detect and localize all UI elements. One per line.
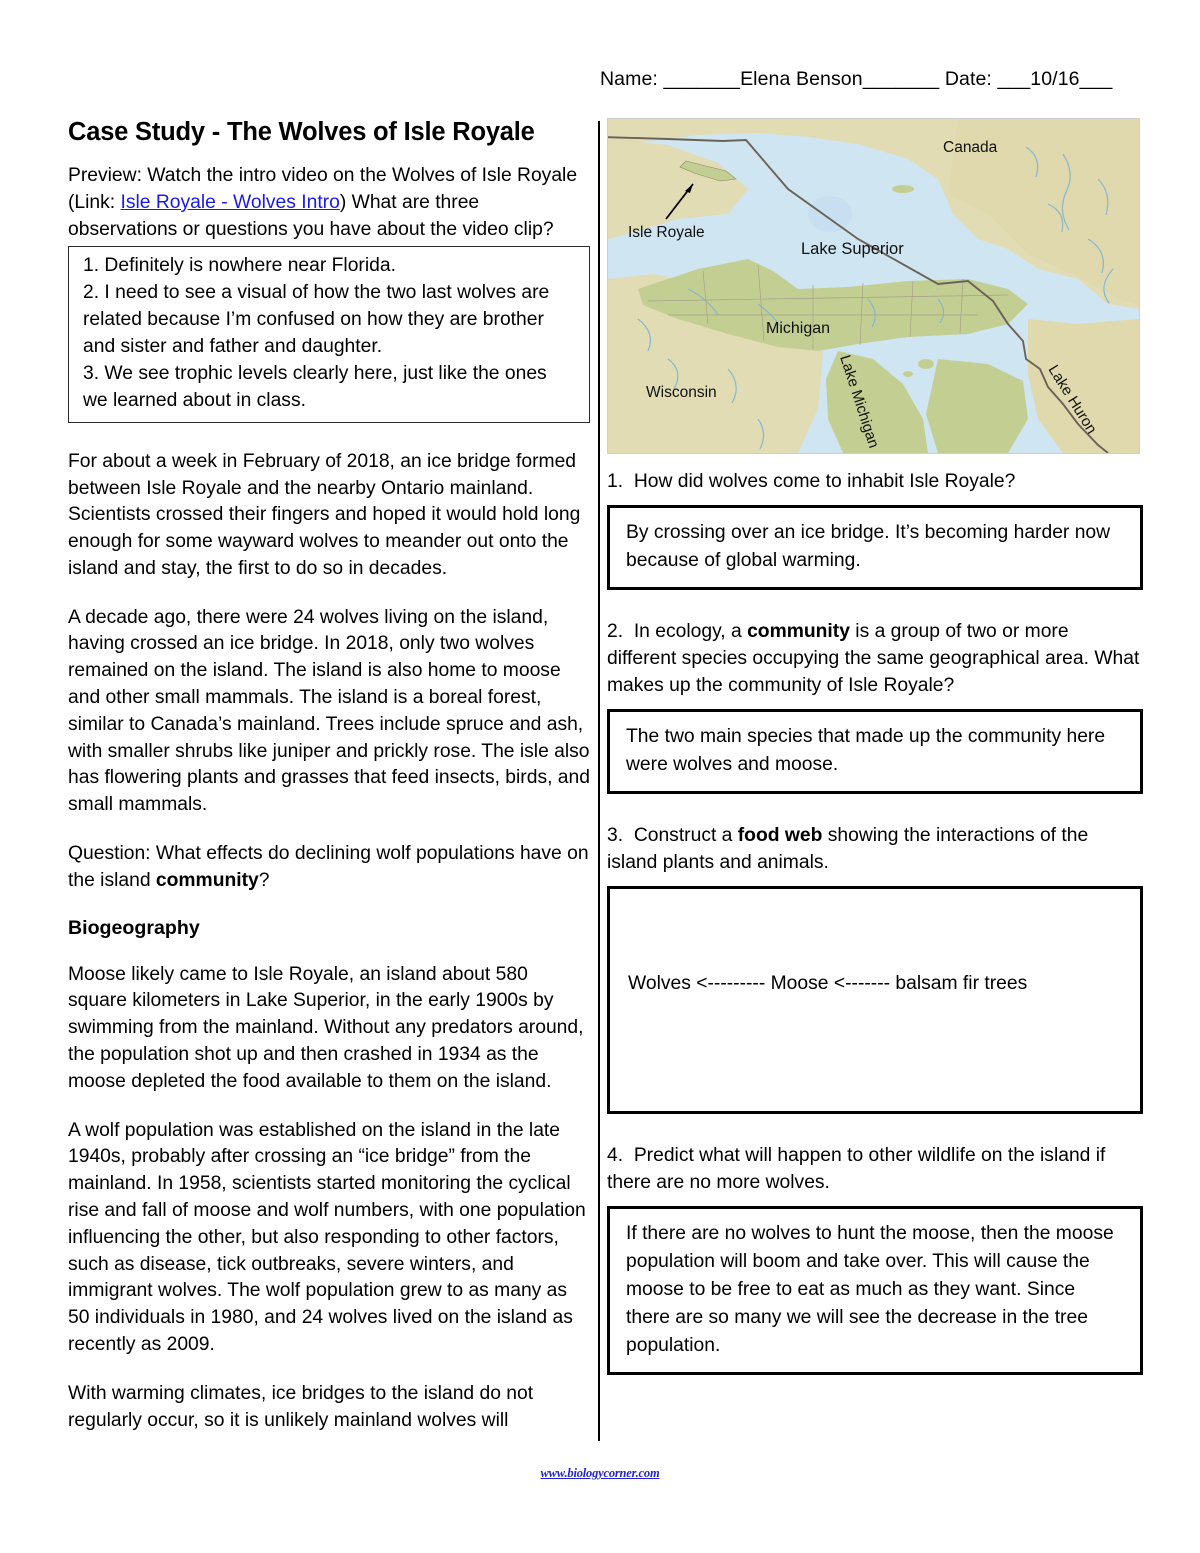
map-small-island-3: [918, 359, 934, 369]
body-paragraph-3: Moose likely came to Isle Royale, an island about 580 square kilometers in Lake Superior, in the early 1900s by swimming from the mainland. Without any predators around, the population shot up and then crashed in 1934 as the moose depleted the food available to them on the island.: [68, 963, 584, 1092]
right-column: [607, 118, 1143, 1375]
preview-answer-box[interactable]: [68, 246, 590, 423]
column-divider: [598, 121, 600, 1441]
question-1-text: [607, 468, 1143, 495]
question-block-4: [607, 1142, 1143, 1375]
map-label-wisconsin: Wisconsin: [646, 384, 717, 401]
question-block-1: [607, 468, 1143, 590]
biogeography-heading: Biogeography: [68, 916, 200, 939]
map-label-lake-michigan: Lake Michigan: [836, 352, 883, 451]
question-block-2: [607, 618, 1143, 794]
map-label-isle-royale: Isle Royale: [628, 224, 705, 241]
name-date-header: Name: _______Elena Benson_______ Date: ___10/16___: [600, 68, 1113, 90]
map-bay-shading: [808, 196, 852, 232]
question-4-number: 4.: [607, 1145, 624, 1166]
question-3-lead: Construct a: [633, 825, 738, 846]
map-label-michigan: Michigan: [766, 320, 831, 337]
question-4-answer-box[interactable]: [607, 1206, 1143, 1375]
preview-prompt: [68, 163, 590, 243]
question-2-bold-term: community: [747, 621, 850, 642]
left-column: [68, 118, 590, 1456]
question-3-answer-box[interactable]: [607, 886, 1143, 1114]
question-2-number: 2.: [607, 621, 624, 642]
question-3-tail: showing the interactions of the island plants and animals.: [607, 825, 1089, 873]
question-1-answer-box[interactable]: [607, 505, 1143, 590]
question-2-lead: In ecology, a: [633, 621, 748, 642]
preview-answer-2: 2. I need to see a visual of how the two last wolves are related because I’m confused on how they are brother and sister and father and daughter.: [83, 281, 550, 357]
question-3-number: 3.: [607, 825, 624, 846]
map-label-lake-superior: Lake Superior: [801, 240, 904, 258]
isle-royale-video-link[interactable]: Isle Royale - Wolves Intro: [120, 192, 340, 214]
map-label-lake-huron: Lake Huron: [1044, 362, 1101, 437]
question-2-text: [607, 618, 1143, 699]
body-paragraph-1: For about a week in February of 2018, an ice bridge formed between Isle Royale and the nearby Ontario mainland. Scientists crossed their fingers and hoped it would hold long enough for some wayward wolves to meander out onto the island and stay, the first to do so in decades.: [68, 450, 581, 579]
question-2-answer-box[interactable]: [607, 709, 1143, 794]
food-web-diagram-text: Wolves <--------- Moose <------- balsam fir trees: [628, 973, 1028, 994]
question-4-text: [607, 1142, 1143, 1196]
question-2-tail: is a group of two or more different species occupying the same geographical area. What makes up the community of Isle Royale?: [607, 621, 1140, 696]
question-2-answer: The two main species that made up the community here were wolves and moose.: [626, 726, 1106, 775]
preview-answer-1: 1. Definitely is nowhere near Florida.: [83, 254, 396, 276]
community-question-lead: Question: What effects do declining wolf populations have on the island: [68, 843, 589, 891]
footer: [0, 1464, 1200, 1482]
map-small-island-1: [892, 185, 914, 193]
question-4-answer: If there are no wolves to hunt the moose, then the moose population will boom and take over. This will cause the moose to be free to eat as much as they want. Since there are so many we will see the decrease in the tree population.: [626, 1223, 1114, 1356]
body-paragraph-4: A wolf population was established on the island in the late 1940s, probably after crossing an “ice bridge” from the mainland. In 1958, scientists started monitoring the cyclical rise and fall of moose and wolf numbers, with one population influencing the other, but also responding to other factors, such as disease, tick outbreaks, severe winters, and immigrant wolves. The wolf population grew to as many as 50 individuals in 1980, and 24 wolves lived on the island as recently as 2009.: [68, 1119, 586, 1356]
question-1-answer: By crossing over an ice bridge. It’s becoming harder now because of global warming.: [626, 522, 1111, 571]
page-title: Case Study - The Wolves of Isle Royale: [68, 118, 535, 146]
community-question: [68, 841, 590, 895]
community-term: community: [155, 869, 259, 891]
question-3-bold-term: food web: [737, 825, 823, 846]
preview-intro-text: Preview: Watch the intro video on the Wolves of Isle Royale (Link:: [68, 165, 578, 214]
preview-outro-text: ) What are three observations or questions you have about the video clip?: [68, 192, 554, 240]
map-label-canada: Canada: [943, 139, 998, 156]
map-small-island-4: [903, 371, 913, 377]
two-column-body: [68, 118, 1143, 1448]
community-question-tail: ?: [258, 869, 270, 891]
body-paragraph-5: With warming climates, ice bridges to the island do not regularly occur, so it is unlikely mainland wolves will: [68, 1382, 534, 1431]
question-1-number: 1.: [607, 471, 624, 492]
biologycorner-link[interactable]: www.biologycorner.com: [540, 1466, 660, 1480]
body-paragraph-2: A decade ago, there were 24 wolves living on the island, having crossed an ice bridge. In 2018, only two wolves remained on the island. The island is also home to moose and other small mammals. The island is a boreal forest, similar to Canada’s mainland. Trees include spruce and ash, with smaller shrubs like juniper and prickly rose. The isle also has flowering plants and grasses that feed insects, birds, and small mammals.: [68, 606, 590, 816]
question-4-lead: Predict what will happen to other wildlife on the island if there are no more wolves.: [607, 1145, 1106, 1193]
preview-answer-3: 3. We see trophic levels clearly here, just like the ones we learned about in class.: [83, 362, 547, 411]
question-1-lead: How did wolves come to inhabit Isle Royale?: [633, 471, 1016, 492]
question-3-text: [607, 822, 1143, 876]
question-block-3: [607, 822, 1143, 1114]
lake-superior-map: [607, 118, 1140, 454]
